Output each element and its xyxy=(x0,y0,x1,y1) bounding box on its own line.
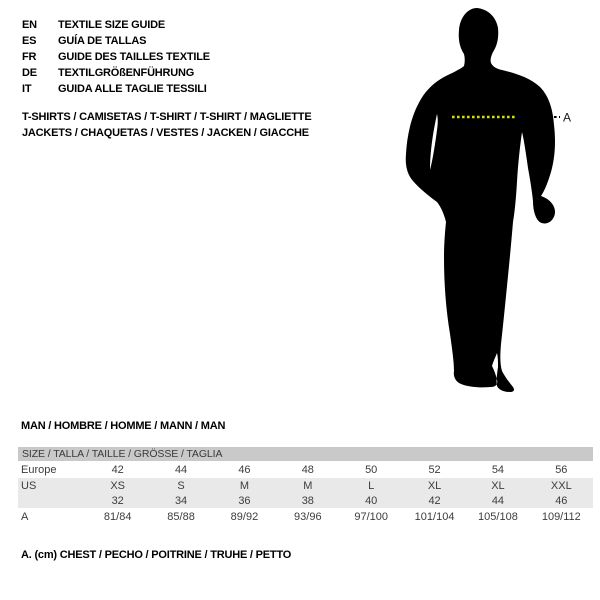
size-table-header xyxy=(18,447,593,461)
table-cell: L xyxy=(368,479,375,492)
table-cell: 42 xyxy=(111,463,124,476)
language-code: EN xyxy=(22,19,37,31)
category-line-jackets: JACKETS / CHAQUETAS / VESTES / JACKEN / GIACCHE xyxy=(22,127,309,139)
measurement-footnote: A. (cm) CHEST / PECHO / POITRINE / TRUHE / PETTO xyxy=(21,549,292,561)
table-cell: 38 xyxy=(301,494,314,507)
table-cell: 93/96 xyxy=(294,510,322,523)
table-cell: 32 xyxy=(111,494,124,507)
table-row-us-numeric xyxy=(18,493,593,508)
language-row xyxy=(22,49,210,65)
language-label: TEXTILE SIZE GUIDE xyxy=(58,19,166,31)
table-cell: 46 xyxy=(238,463,251,476)
man-silhouette-svg xyxy=(400,4,580,396)
table-cell: XXL xyxy=(550,479,572,492)
table-cell: 85/88 xyxy=(167,510,195,523)
table-cell: 101/104 xyxy=(414,510,455,523)
language-code: ES xyxy=(22,35,37,47)
language-label: GUIDE DES TAILLES TEXTILE xyxy=(58,51,210,63)
table-cell: 52 xyxy=(428,463,441,476)
row-label: US xyxy=(21,479,37,492)
size-table xyxy=(18,447,593,525)
garment-categories xyxy=(22,109,311,141)
language-label: GUÍA DE TALLAS xyxy=(58,35,147,47)
language-code: DE xyxy=(22,67,37,79)
language-label: TEXTILGRÖßENFÜHRUNG xyxy=(58,67,195,79)
row-label: Europe xyxy=(21,463,57,476)
table-cell: S xyxy=(177,479,185,492)
table-cell: 97/100 xyxy=(354,510,389,523)
language-label: GUIDA ALLE TAGLIE TESSILI xyxy=(58,83,207,95)
category-line-tshirts: T-SHIRTS / CAMISETAS / T-SHIRT / T-SHIRT / MAGLIETTE xyxy=(22,111,312,123)
table-cell: XL xyxy=(491,479,505,492)
language-row xyxy=(22,17,210,33)
language-row xyxy=(22,33,210,49)
table-cell: 89/92 xyxy=(230,510,259,523)
table-cell: M xyxy=(303,479,313,492)
table-cell: 40 xyxy=(365,494,378,507)
language-code: IT xyxy=(22,83,32,95)
language-guide-list xyxy=(22,17,210,97)
row-label: A xyxy=(21,510,29,523)
section-title-man: MAN / HOMBRE / HOMME / MANN / MAN xyxy=(21,420,226,432)
table-cell: 36 xyxy=(238,494,251,507)
language-row xyxy=(22,65,210,81)
man-silhouette-figure xyxy=(400,4,580,396)
measure-label-a: A xyxy=(563,110,572,125)
table-cell: XL xyxy=(427,479,442,492)
table-cell: XS xyxy=(110,479,126,492)
table-cell: 46 xyxy=(555,494,568,507)
table-cell: M xyxy=(239,479,250,492)
table-row-chest-a xyxy=(18,508,593,525)
language-row xyxy=(22,81,210,97)
table-row-us xyxy=(18,478,593,493)
table-cell: 34 xyxy=(174,494,188,507)
table-row-europe xyxy=(18,461,593,478)
table-cell: 54 xyxy=(491,463,505,476)
table-cell: 105/108 xyxy=(478,510,518,523)
table-cell: 42 xyxy=(428,494,441,507)
table-cell: 44 xyxy=(491,494,505,507)
table-cell: 109/112 xyxy=(541,510,581,523)
man-silhouette-shape xyxy=(406,8,555,392)
table-cell: 50 xyxy=(365,463,378,476)
language-code: FR xyxy=(22,51,37,63)
table-cell: 44 xyxy=(174,463,188,476)
table-cell: 81/84 xyxy=(103,510,132,523)
size-table-header-label: SIZE / TALLA / TAILLE / GRÖSSE / TAGLIA xyxy=(22,448,223,460)
table-cell: 56 xyxy=(555,463,568,476)
table-cell: 48 xyxy=(301,463,314,476)
